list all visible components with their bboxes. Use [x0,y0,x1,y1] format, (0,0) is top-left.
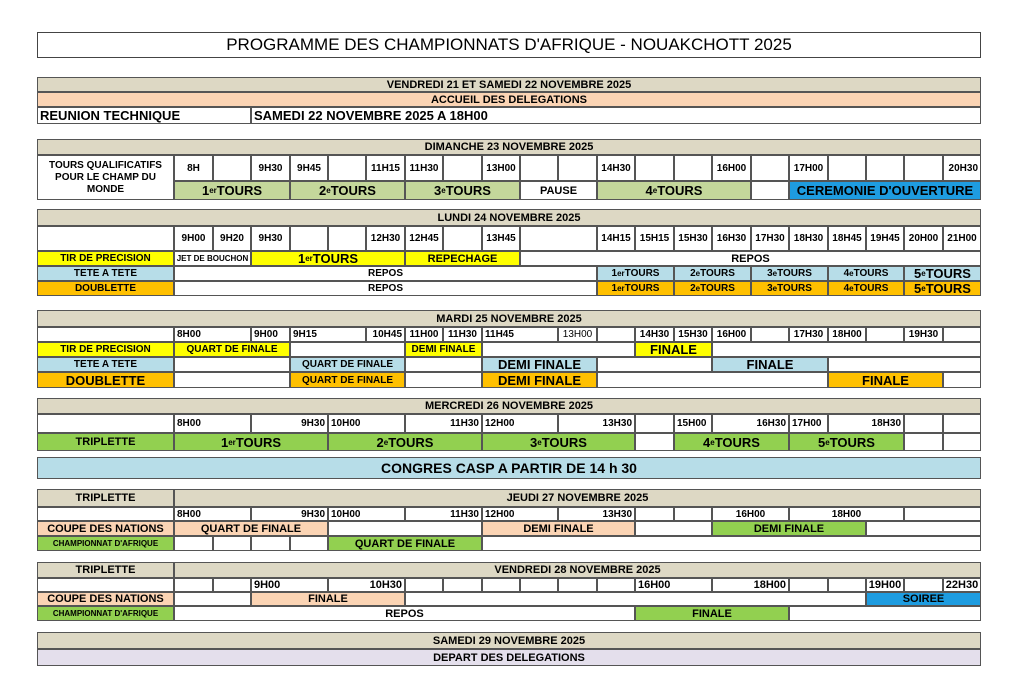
event-doublette-finale: FINALE [828,372,943,388]
event-tete-tour-3: 3 e TOURS [751,266,828,281]
reunion-technique-label: REUNION TECHNIQUE [37,107,251,124]
time-cell: 20H00 [904,226,943,251]
time-cell: 11H30 [443,327,482,342]
time-cell [443,155,482,181]
time-cell: 19H00 [866,578,904,592]
time-cell: 16H00 [712,155,751,181]
time-cell [520,155,558,181]
championnat-afrique-label: CHAMPIONNAT D'AFRIQUE [37,536,174,551]
time-cell: 15H30 [674,327,712,342]
triplette-label: TRIPLETTE [37,562,174,578]
event-tour-1: 1 er TOURS [174,181,290,200]
event-champ-finale: FINALE [635,606,789,621]
time-cell: 16H30 [712,226,751,251]
triplette-label: TRIPLETTE [37,433,174,451]
time-cell: 9H00 [174,226,213,251]
time-cell: 18H45 [828,226,866,251]
page-title: PROGRAMME DES CHAMPIONNATS D'AFRIQUE - NOUAKCHOTT 2025 [37,32,981,58]
event-tir-quart: QUART DE FINALE [174,342,290,357]
time-cell [866,155,904,181]
tir-de-precision-label: TIR DE PRECISION [37,251,174,266]
event-tir-finale: FINALE [635,342,712,357]
time-cell [482,578,520,592]
event-coupe-finale: FINALE [251,592,405,606]
date-header-fri-sat: VENDREDI 21 ET SAMEDI 22 NOVEMBRE 2025 [37,77,981,92]
time-cell: 18H00 [828,327,866,342]
time-cell [290,226,328,251]
empty-cell [213,536,251,551]
empty-cell [328,521,482,536]
event-coupe-demi: DEMI FINALE [482,521,635,536]
coupe-des-nations-label: COUPE DES NATIONS [37,521,174,536]
empty-cell [482,536,981,551]
empty-cell [943,372,981,388]
empty-cell [405,357,482,372]
time-cell [597,578,635,592]
time-cell [597,327,635,342]
time-cell [213,578,251,592]
event-tete-quart: QUART DE FINALE [290,357,405,372]
time-cell [943,414,981,433]
time-cell: 18H00 [712,578,789,592]
time-cell: 9H30 [251,414,328,433]
time-cell [674,507,712,521]
time-cell: 15H15 [635,226,674,251]
coupe-des-nations-label: COUPE DES NATIONS [37,592,174,606]
time-cell [635,414,674,433]
time-cell: 8H [174,155,213,181]
time-cell: 11H15 [366,155,405,181]
event-repos: REPOS [174,266,597,281]
time-cell: 10H00 [328,507,405,521]
event-triplette-tour-4: 4 e TOURS [674,433,789,451]
time-cell: 12H00 [482,507,558,521]
time-cell [558,578,597,592]
empty-cell [174,536,213,551]
event-tete-tour-4: 4 e TOURS [828,266,904,281]
tete-a-tete-label: TETE A TETE [37,357,174,372]
date-header-jeudi: JEUDI 27 NOVEMBRE 2025 [174,489,981,507]
event-triplette-tour-1: 1 er TOURS [174,433,328,451]
time-cell: 12H00 [482,414,558,433]
time-cell [520,226,597,251]
time-cell [866,327,904,342]
empty-cell [37,226,174,251]
event-triplette-tour-5: 5 e TOURS [789,433,904,451]
event-jet-de-bouchon: JET DE BOUCHON [174,251,251,266]
empty-cell [866,521,981,536]
empty-cell [37,578,174,592]
time-cell: 9H30 [251,155,290,181]
time-cell [443,226,482,251]
time-cell: 18H00 [789,507,904,521]
event-doublette-tour-2: 2 e TOURS [674,281,751,296]
time-cell: 10H30 [328,578,405,592]
time-cell [828,578,866,592]
event-doublette-quart: QUART DE FINALE [290,372,405,388]
event-doublette-demi: DEMI FINALE [482,372,597,388]
time-cell: 12H30 [366,226,405,251]
time-cell [328,226,366,251]
time-cell: 11H30 [405,507,482,521]
time-cell: 20H30 [943,155,981,181]
event-tete-tour-5: 5 e TOURS [904,266,981,281]
date-header-vendredi-28: VENDREDI 28 NOVEMBRE 2025 [174,562,981,578]
time-cell [904,414,943,433]
triplette-label: TRIPLETTE [37,489,174,507]
event-ceremonie: CEREMONIE D'OUVERTURE [789,181,981,200]
time-cell: 9H30 [251,226,290,251]
time-cell [443,578,482,592]
date-header-mercredi: MERCREDI 26 NOVEMBRE 2025 [37,398,981,414]
empty-cell [174,592,251,606]
empty-cell [828,357,981,372]
empty-cell [712,342,981,357]
event-tour-4: 4 e TOURS [597,181,751,200]
time-cell: 17H00 [789,414,828,433]
time-cell [789,578,828,592]
time-cell: 11H00 [405,327,443,342]
event-tete-tour-1: 1 er TOURS [597,266,674,281]
event-tir-tour-1: 1 er TOURS [251,251,405,266]
time-cell: 16H00 [712,327,751,342]
empty-cell [751,181,789,200]
time-cell: 19H30 [904,327,943,342]
time-cell: 16H00 [712,507,789,521]
event-tete-demi: DEMI FINALE [482,357,597,372]
time-cell [558,155,597,181]
date-header-samedi-29: SAMEDI 29 NOVEMBRE 2025 [37,632,981,649]
time-cell: 19H45 [866,226,904,251]
time-cell [904,155,943,181]
tete-a-tete-label: TETE A TETE [37,266,174,281]
event-triplette-tour-3: 3 e TOURS [482,433,635,451]
time-cell [213,155,251,181]
time-cell: 11H30 [405,155,443,181]
empty-cell [290,536,328,551]
time-cell [405,578,443,592]
time-cell: 9H15 [290,327,366,342]
empty-cell [635,521,712,536]
time-cell: 14H30 [635,327,674,342]
event-pause: PAUSE [520,181,597,200]
empty-cell [174,357,290,372]
time-cell: 8H00 [174,414,251,433]
empty-cell [174,372,290,388]
event-tour-2: 2 e TOURS [290,181,405,200]
empty-cell [37,507,174,521]
time-cell: 18H30 [828,414,904,433]
time-cell: 9H00 [251,578,328,592]
event-repechage: REPECHAGE [405,251,520,266]
event-doublette-tour-3: 3 e TOURS [751,281,828,296]
time-cell: 13H45 [482,226,520,251]
time-cell: 18H30 [789,226,828,251]
event-tour-3: 3 e TOURS [405,181,520,200]
time-cell: 10H45 [366,327,405,342]
event-soiree: SOIREE [866,592,981,606]
time-cell [828,155,866,181]
time-cell [635,155,674,181]
event-repos: REPOS [520,251,981,266]
empty-cell [597,372,828,388]
empty-cell [37,327,174,342]
time-cell: 11H45 [482,327,558,342]
time-cell: 16H30 [712,414,789,433]
time-cell: 9H45 [290,155,328,181]
time-cell: 14H15 [597,226,635,251]
time-cell [904,507,981,521]
time-cell: 17H00 [789,155,828,181]
event-coupe-quart: QUART DE FINALE [174,521,328,536]
event-tir-demi: DEMI FINALE [405,342,482,357]
time-cell: 21H00 [943,226,981,251]
empty-cell [635,433,674,451]
time-cell: 17H30 [789,327,828,342]
date-header-mardi: MARDI 25 NOVEMBRE 2025 [37,310,981,327]
time-cell: 15H00 [674,414,712,433]
time-cell [520,578,558,592]
time-cell: 11H30 [405,414,482,433]
tours-qualificatifs-label: TOURS QUALIFICATIFS POUR LE CHAMP DU MONDE [37,155,174,200]
empty-cell [943,433,981,451]
time-cell: 8H00 [174,327,251,342]
reunion-technique-value: SAMEDI 22 NOVEMBRE 2025 A 18H00 [251,107,981,124]
time-cell: 12H45 [405,226,443,251]
time-cell: 13H30 [558,507,635,521]
event-coupe-demi-2: DEMI FINALE [712,521,866,536]
time-cell [751,327,789,342]
empty-cell [482,342,635,357]
time-cell: 16H00 [635,578,712,592]
time-cell [635,507,674,521]
empty-cell [904,433,943,451]
time-cell: 15H30 [674,226,712,251]
tir-de-precision-label: TIR DE PRECISION [37,342,174,357]
time-cell [904,578,943,592]
doublette-label: DOUBLETTE [37,372,174,388]
time-cell: 13H00 [482,155,520,181]
time-cell [943,327,981,342]
date-header-lundi: LUNDI 24 NOVEMBRE 2025 [37,209,981,226]
time-cell: 17H30 [751,226,789,251]
time-cell: 14H30 [597,155,635,181]
event-doublette-tour-5: 5 e TOURS [904,281,981,296]
accueil-delegations: ACCUEIL DES DELEGATIONS [37,92,981,107]
depart-delegations: DEPART DES DELEGATIONS [37,649,981,666]
empty-cell [405,372,482,388]
time-cell: 22H30 [943,578,981,592]
time-cell: 13H30 [558,414,635,433]
event-doublette-tour-1: 1 er TOURS [597,281,674,296]
date-header-dimanche: DIMANCHE 23 NOVEMBRE 2025 [37,139,981,155]
doublette-label: DOUBLETTE [37,281,174,296]
event-tete-tour-2: 2 e TOURS [674,266,751,281]
empty-cell [405,592,866,606]
time-cell: 10H00 [328,414,405,433]
empty-cell [290,342,405,357]
time-cell [174,578,213,592]
time-cell: 9H00 [251,327,290,342]
time-cell: 9H30 [251,507,328,521]
championnat-afrique-label: CHAMPIONNAT D'AFRIQUE [37,606,174,621]
time-cell [751,155,789,181]
empty-cell [597,357,712,372]
event-triplette-tour-2: 2 e TOURS [328,433,482,451]
empty-cell [251,536,290,551]
time-cell: 8H00 [174,507,251,521]
empty-cell [789,606,981,621]
time-cell [674,155,712,181]
empty-cell [37,414,174,433]
event-repos: REPOS [174,606,635,621]
time-cell: 13H00 [558,327,597,342]
event-champ-quart: QUART DE FINALE [328,536,482,551]
event-tete-finale: FINALE [712,357,828,372]
congres-banner: CONGRES CASP A PARTIR DE 14 h 30 [37,457,981,479]
time-cell [328,155,366,181]
event-repos: REPOS [174,281,597,296]
time-cell: 9H20 [213,226,251,251]
event-doublette-tour-4: 4 e TOURS [828,281,904,296]
